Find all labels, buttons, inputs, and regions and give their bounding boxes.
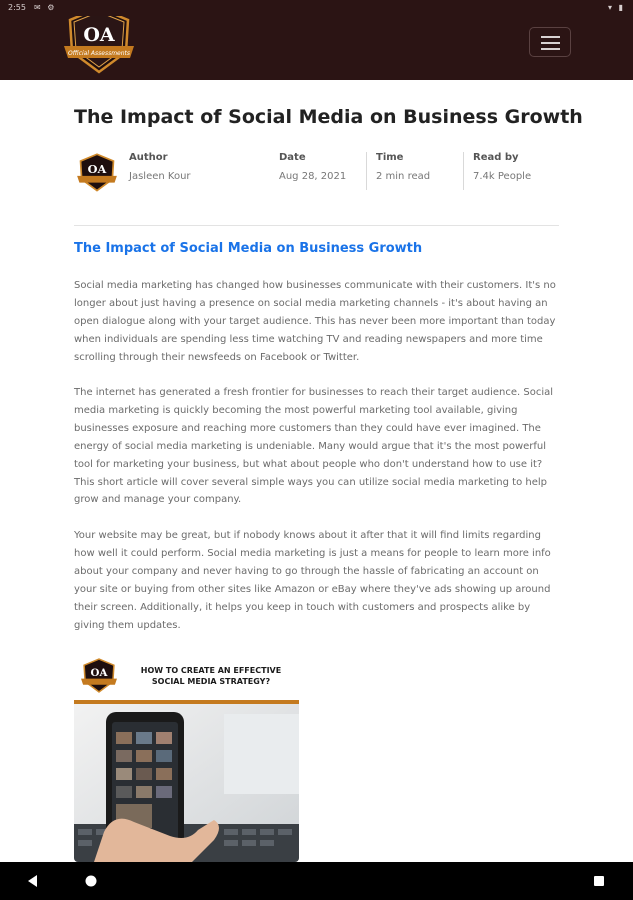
back-icon[interactable] [26,874,40,888]
content-divider [74,225,559,226]
logo-banner-text: Official Assessments [67,50,131,57]
date-value: Aug 28, 2021 [279,171,347,182]
site-logo[interactable] [62,6,136,76]
meta-divider [366,152,367,190]
article-image [74,652,299,862]
author-name[interactable]: Jasleen Kour [129,171,191,182]
svg-text:OA: OA [87,162,107,176]
status-time: 2:55 [8,3,26,12]
time-label: Time [376,152,404,163]
time-value: 2 min read [376,171,431,182]
phone-photo [74,704,299,862]
author-label: Author [129,152,168,163]
image-headline: HOW TO CREATE AN EFFECTIVE SOCIAL MEDIA STRATEGY? [140,666,282,686]
meta-time [376,152,430,192]
paragraph: Social media marketing has changed how businesses communicate with their customers. It's no longer about just having a presence on social media marketing channels - it's about having an open dialogue along with your target audience. This has never been more important than today when individuals are spending less time watching TV and reading newspapers and more time scrolling through their newsfeeds on Facebook or Twitter. [74,280,556,363]
meta-date [279,152,346,192]
logo-text: OA [83,24,115,46]
paragraph: Your website may be great, but if nobody knows about it after that it will find limits regarding how well it could perform. Social media marketing is just a means for people to learn more info about your company and never having to go through the hassle of fabricating an account on your site or buying from other sites like Amazon or eBay where they've ads showing up around their screen. Additionally, it helps you keep in touch with customers and prospects alike by giving them updates. [74,530,551,631]
page-title: The Impact of Social Media on Business Growth [74,106,583,128]
read-by-label: Read by [473,152,519,163]
meta-read-by [473,152,531,192]
meta-author [129,152,191,192]
read-by-value: 7.4k People [473,171,532,182]
battery-icon: ▾ ▮ [608,3,625,12]
section-title: The Impact of Social Media on Business Growth [74,241,423,256]
svg-text:OA: OA [90,667,108,679]
notification-icons: ✉ ⚙ [34,3,57,12]
android-nav-bar [0,862,633,900]
home-icon[interactable] [84,874,98,888]
hamburger-icon [541,36,560,38]
hamburger-menu-button[interactable] [529,27,571,57]
author-avatar [76,153,118,193]
date-label: Date [279,152,306,163]
recents-icon[interactable] [593,875,605,887]
image-logo [80,658,118,694]
status-bar [0,0,633,16]
meta-divider [463,152,464,190]
paragraph: The internet has generated a fresh frontier for businesses to reach their target audience. Social media marketing is quickly becoming the most powerful marketing tool available, giving businesses exposure and reaching more customers than they could have ever imagined. The energy of social media marketing is undeniable. Many would argue that it's the most powerful tool for marketing your business, but what about people who don't understand how to use it? This short article will cover several simple ways you can utilize social media marketing to help grow and manage your company. [74,387,554,506]
